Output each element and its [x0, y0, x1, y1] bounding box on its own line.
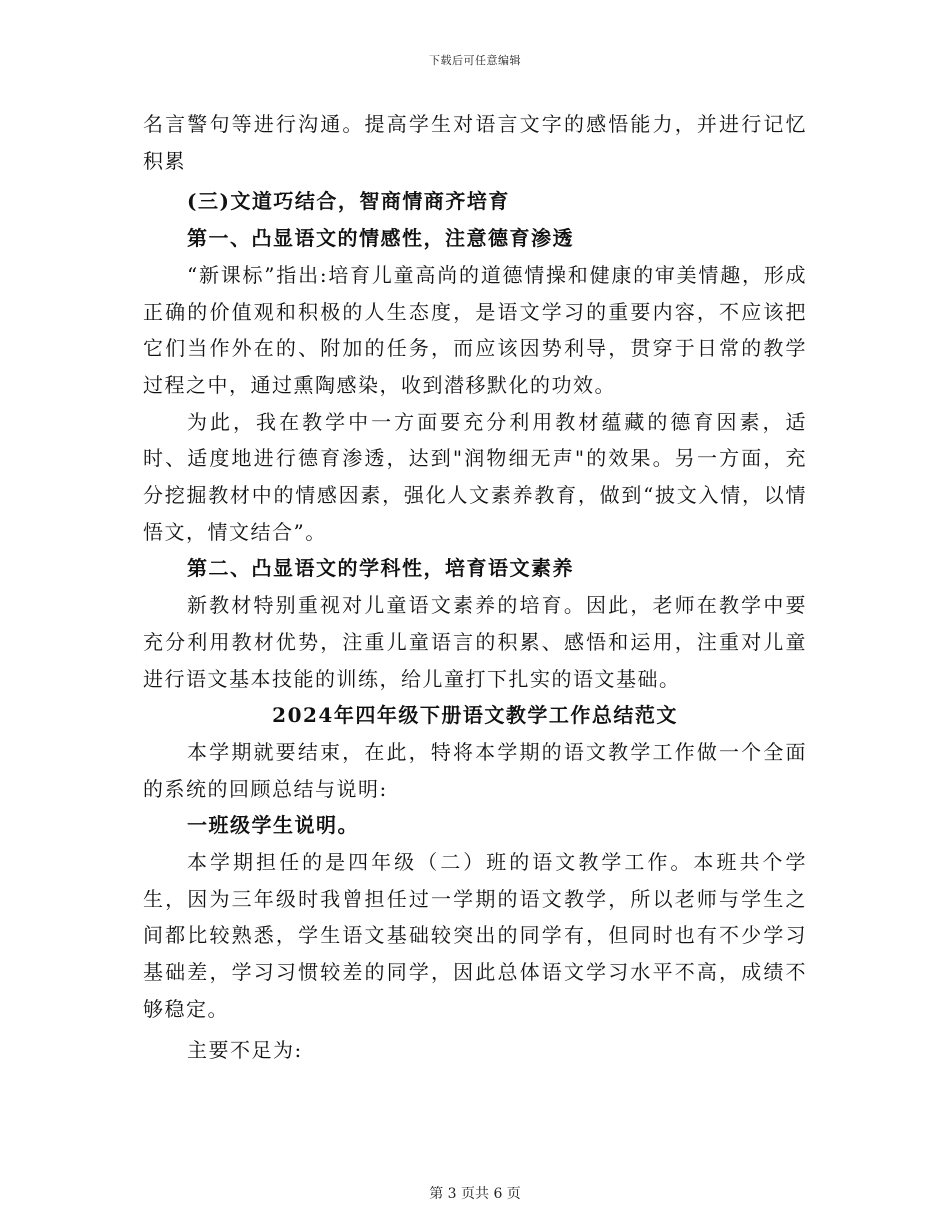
document-title: 2024年四年级下册语文教学工作总结范文: [272, 703, 678, 728]
paragraph-class-description: 本学期担任的是四年级（二）班的语文教学工作。本班共个学生，因为三年级时我曾担任过一学期的语文教学，所以老师与学生之间都比较熟悉，学生语文基础较突出的同学有，但同时也有不少学习基础差，学习习惯较差的同学，因此总体语文学习水平不高，成绩不够稳定。: [143, 850, 807, 1021]
subheading-second: 第二、凸显语文的学科性，培育语文素养: [187, 556, 574, 581]
document-body: [143, 106, 807, 1068]
paragraph-shortcomings: 主要不足为:: [187, 1037, 303, 1062]
paragraph-moral-education: 为此，我在教学中一方面要充分利用教材蕴藏的德育因素，适时、适度地进行德育渗透，达到"润物细无声"的效果。另一方面，充分挖掘教材中的情感因素，强化人文素养教育，做到“披文入情，以情悟文，情文结合”。: [143, 409, 807, 544]
page-header: 下载后可任意编辑: [429, 54, 521, 67]
section-heading-three: (三)文道巧结合，智商情商齐培育: [187, 189, 510, 214]
paragraph-literacy: 新教材特别重视对儿童语文素养的培育。因此，老师在教学中要充分利用教材优势，注重儿童语言的积累、感悟和运用，注重对儿童进行语文基本技能的训练，给儿童打下扎实的语文基础。: [143, 593, 807, 691]
paragraph-intro: 本学期就要结束，在此，特将本学期的语文教学工作做一个全面的系统的回顾总结与说明:: [143, 739, 807, 801]
subheading-first: 第一、凸显语文的情感性，注意德育渗透: [187, 226, 574, 251]
paragraph-continuation: 名言警句等进行沟通。提高学生对语言文字的感悟能力，并进行记忆积累: [143, 112, 807, 173]
page-footer: 第 3 页共 6 页: [429, 1186, 521, 1202]
paragraph-new-curriculum: “新课标”指出:培育儿童高尚的道德情操和健康的审美情趣，形成正确的价值观和积极的人生态度，是语文学习的重要内容，不应该把它们当作外在的、附加的任务，而应该因势利导，贯穿于日常的教学过程之中，通过熏陶感染，收到潜移默化的功效。: [143, 262, 807, 397]
subheading-class-students: 一班级学生说明。: [187, 813, 359, 838]
